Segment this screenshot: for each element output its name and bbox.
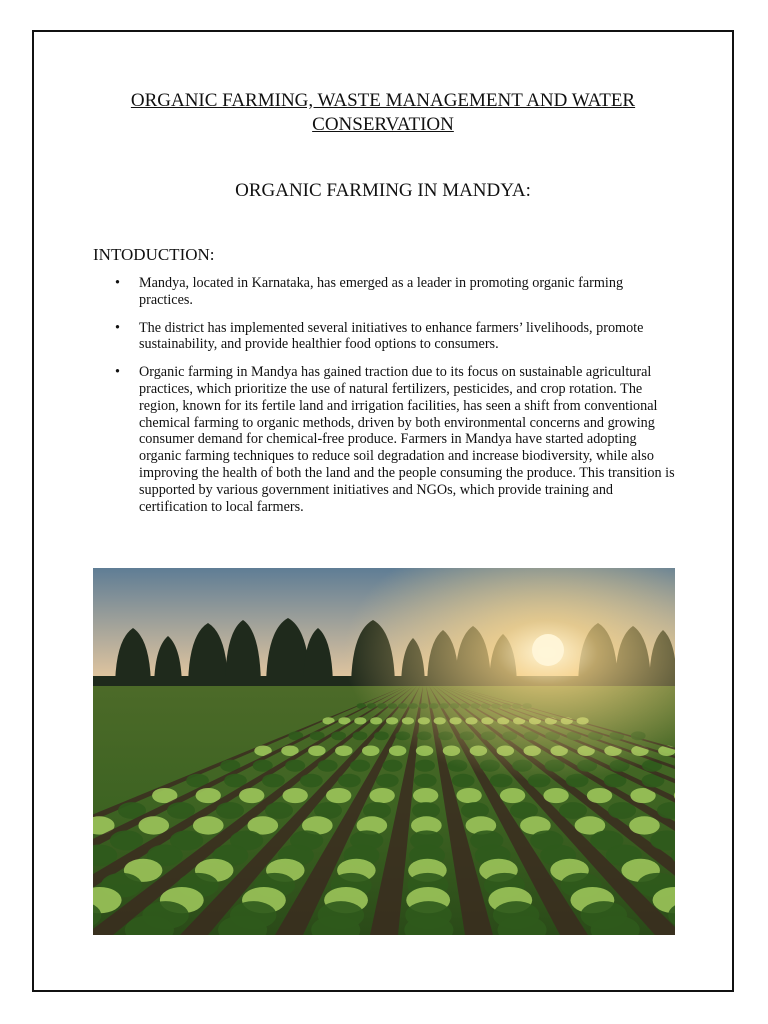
bullet-text: Organic farming in Mandya has gained traction due to its focus on sustainable agricultural practices, which prioritize the use of natural fertilizers, pesticides, and crop rotation. The region, known for its fertile land and irrigation facilities, has seen a shift from conventional chemical farming to organic methods, driven by both environmental concerns and growing consumer demand for chemical-free produce. Farmers in Mandya have started adopting organic farming techniques to reduce soil degradation and increase biodiversity, while also improving the health of both the land and the people consuming the produce. This transition is supported by various government initiatives and NGOs, which provide training and certification to local farmers. — [139, 364, 675, 515]
list-item — [112, 320, 677, 354]
sun — [532, 634, 564, 666]
bullet-icon: • — [115, 275, 120, 291]
list-item — [112, 275, 677, 309]
bullet-text: Mandya, located in Karnataka, has emerged as a leader in promoting organic farming practices. — [139, 275, 624, 308]
farm-field-photo — [93, 568, 675, 935]
bullet-list — [112, 275, 677, 526]
list-item — [112, 364, 677, 515]
bullet-icon: • — [115, 319, 120, 336]
bullet-text: The district has implemented several initiatives to enhance farmers’ livelihoods, promote sustainability, and provide healthier food options to consumers. — [139, 319, 644, 353]
sun-glow — [93, 568, 675, 935]
document-title: ORGANIC FARMING, WASTE MANAGEMENT AND WATER CONSERVATION — [130, 90, 636, 135]
section-heading: INTODUCTION: — [93, 245, 215, 264]
document-subtitle: ORGANIC FARMING IN MANDYA: — [235, 180, 531, 201]
bullet-icon: • — [115, 364, 120, 381]
